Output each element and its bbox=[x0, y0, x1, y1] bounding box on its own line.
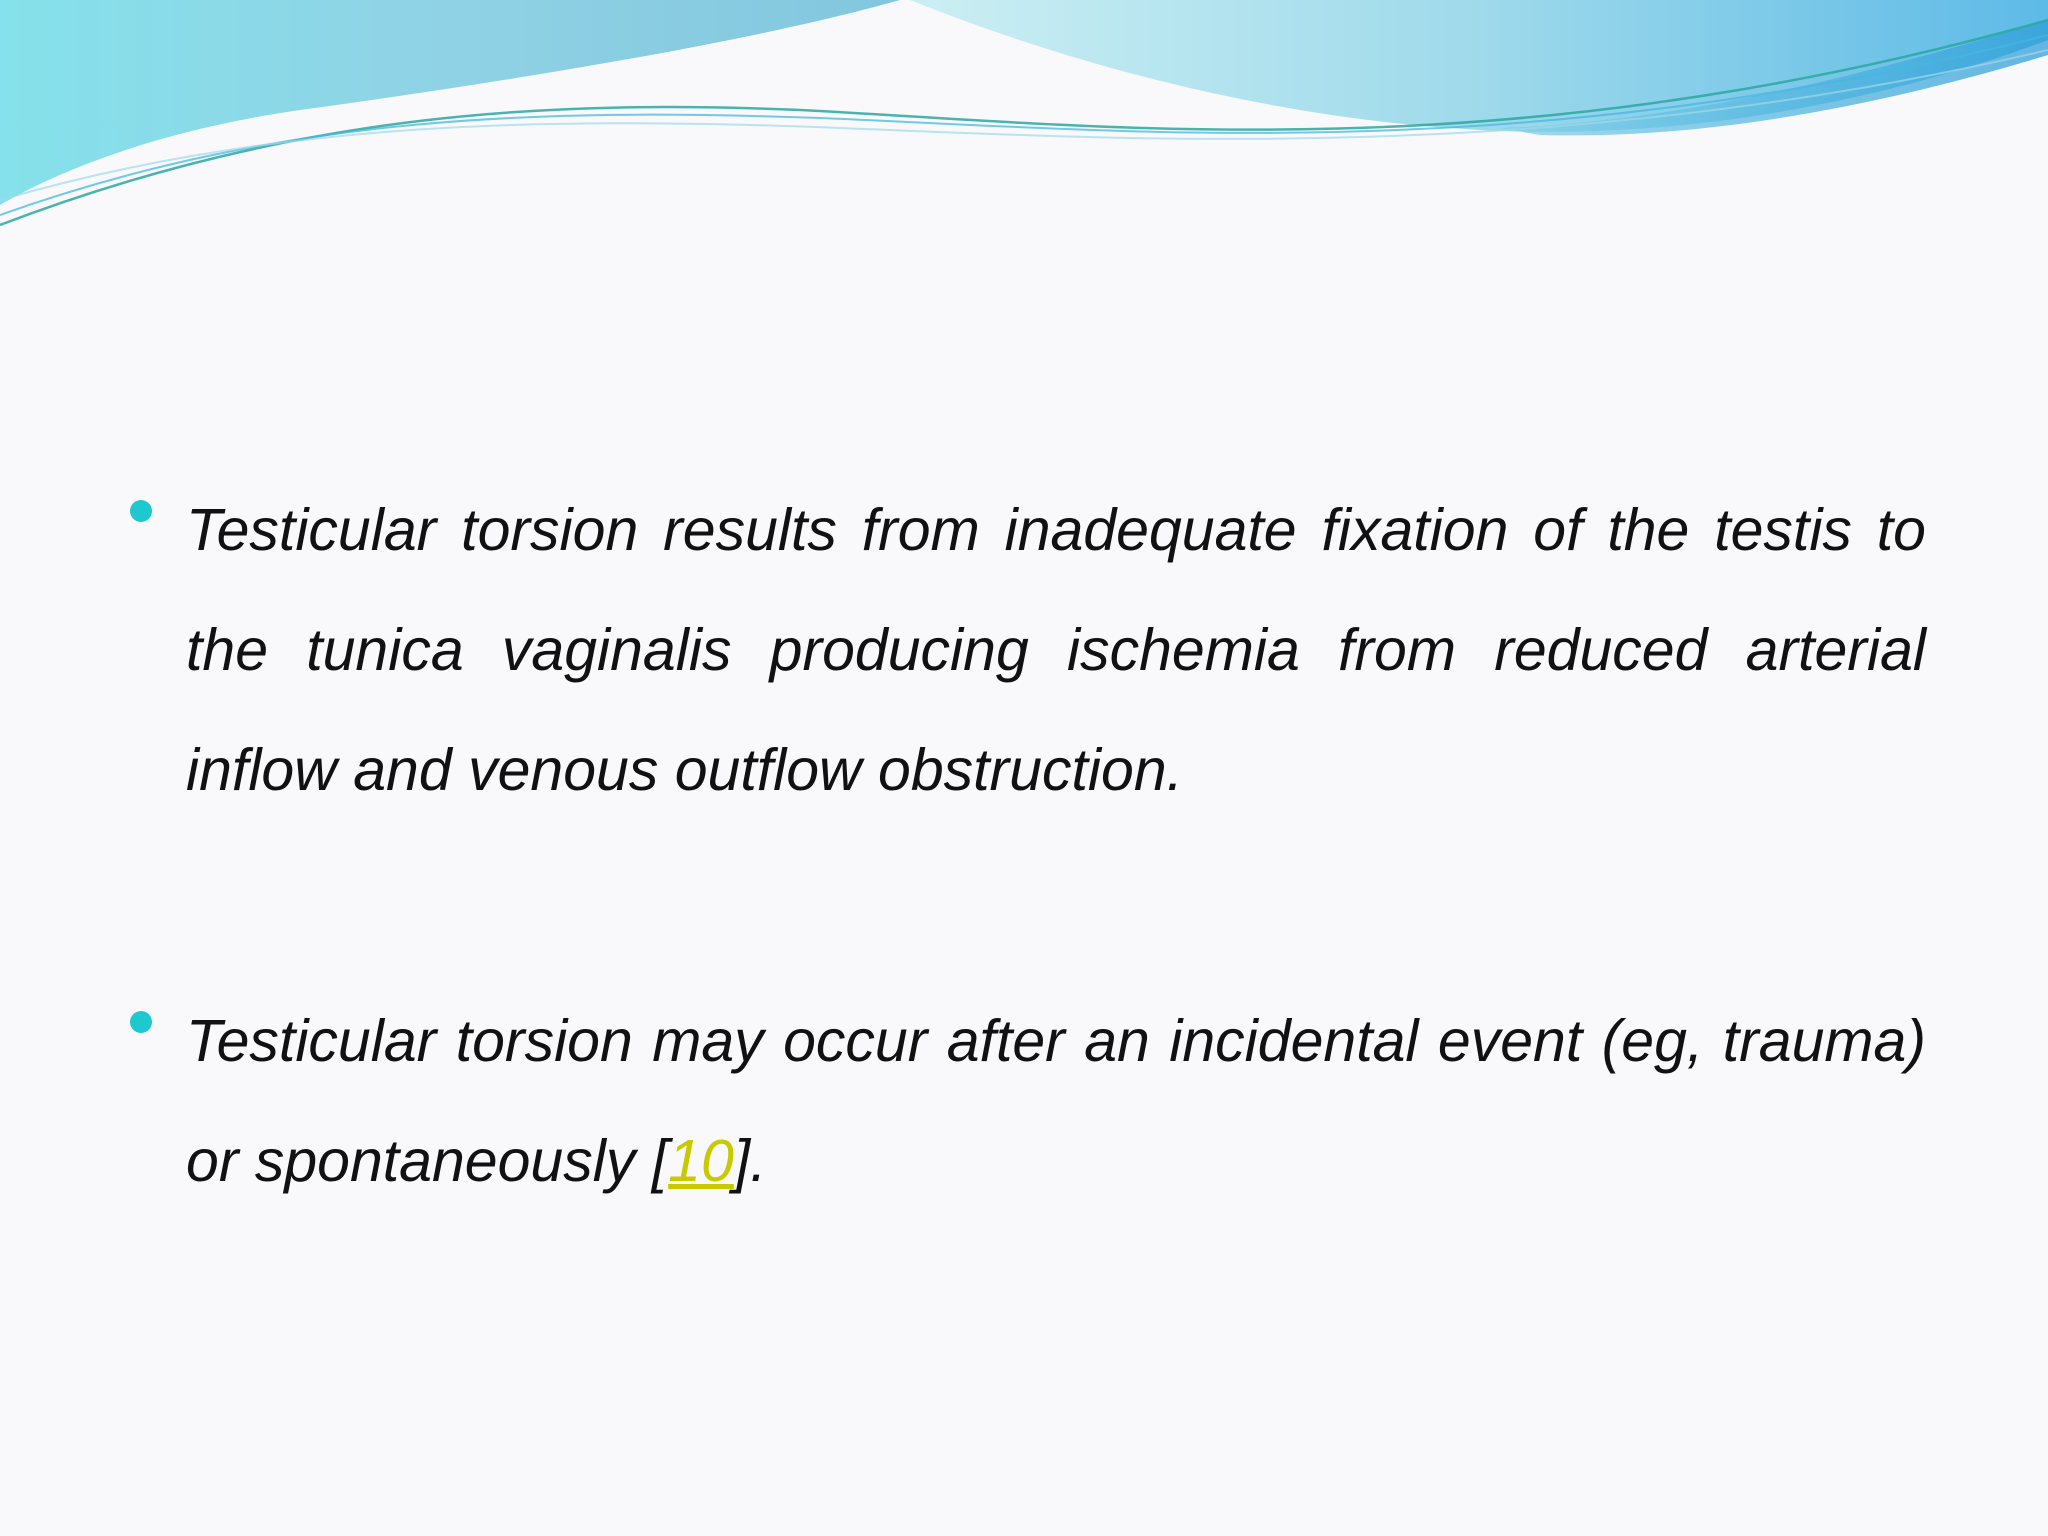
bullet-dot-icon bbox=[130, 1011, 152, 1033]
bullet-dot-icon bbox=[130, 500, 152, 522]
reference-link-10[interactable]: 10 bbox=[668, 1128, 734, 1194]
bullet-text-1: Testicular torsion results from inadequate fixation of the testis to the tunica vaginalis producing ischemia from reduced arterial inflow and venous outflow obstruction. bbox=[186, 497, 1926, 803]
bullet-text-2 bbox=[186, 981, 1926, 1221]
bullet-text-2-end: ]. bbox=[733, 1128, 767, 1194]
bullet-text-2-main: Testicular torsion may occur after an incidental event (eg, trauma) or spontaneously [ bbox=[186, 1008, 1926, 1194]
